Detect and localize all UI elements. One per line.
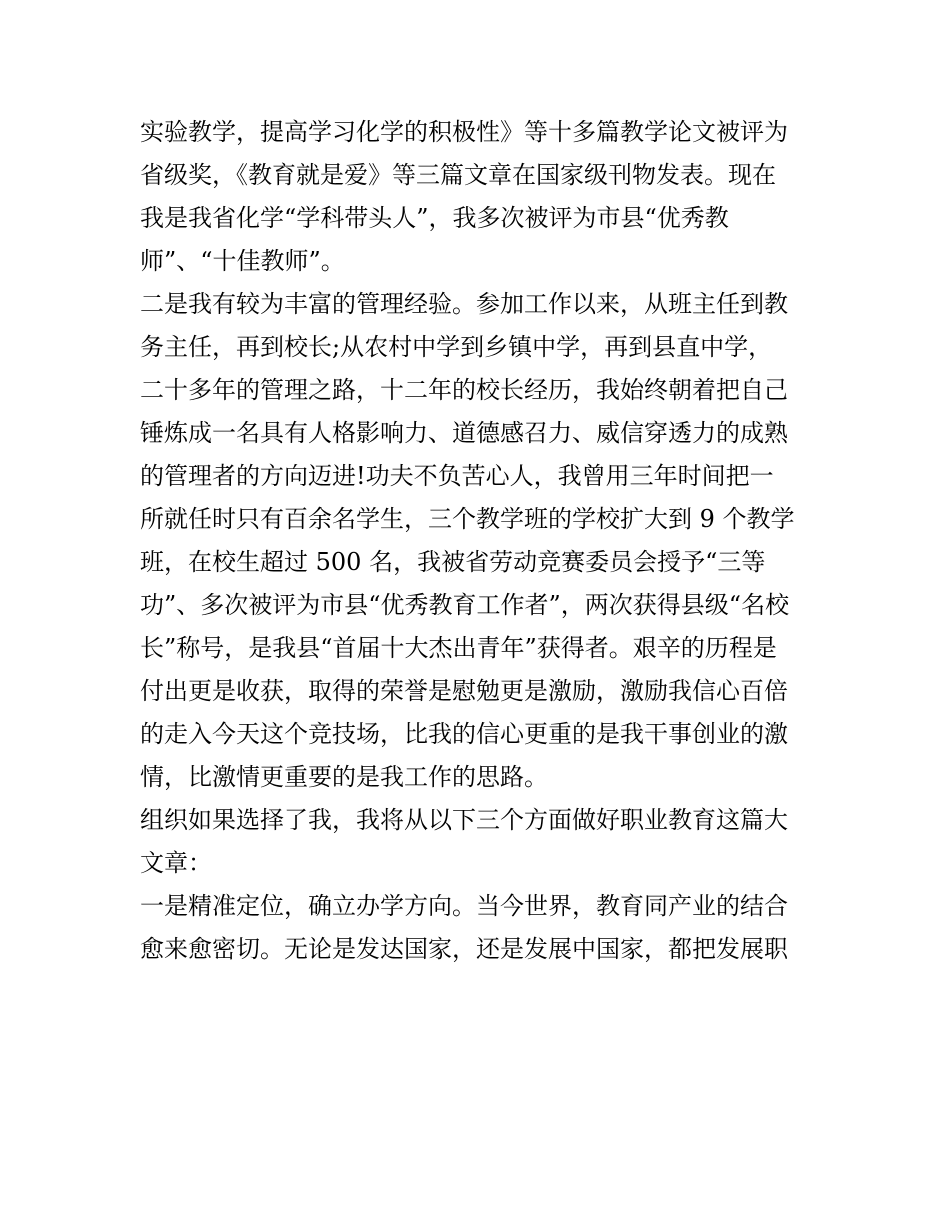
text-line: 功”、多次被评为市县“优秀教育工作者”，两次获得县级“名校: [140, 591, 790, 619]
text-line: 组织如果选择了我，我将从以下三个方面做好职业教育这篇大: [140, 806, 788, 834]
text-line: 二十多年的管理之路，十二年的校长经历，我始终朝着把自己: [140, 376, 788, 404]
text-line: 师”、“十佳教师”。: [140, 247, 345, 275]
text-line: 锤炼成一名具有人格影响力、道德感召力、威信穿透力的成熟: [140, 419, 788, 447]
text-line: 省级奖，《教育就是爱》等三篇文章在国家级刊物发表。现在: [140, 161, 776, 189]
text-line: 文章：: [140, 849, 212, 877]
text-line: 愈来愈密切。无论是发达国家，还是发展中国家，都把发展职: [140, 935, 788, 963]
text-line: 长”称号，是我县“首届十大杰出青年”获得者。艰辛的历程是: [140, 634, 777, 662]
text-line: 情，比激情更重要的是我工作的思路。: [140, 763, 548, 791]
text-line: 二是我有较为丰富的管理经验。参加工作以来，从班主任到教: [140, 290, 788, 318]
text-line: 一是精准定位，确立办学方向。当今世界，教育同产业的结合: [140, 892, 788, 920]
text-line: 的管理者的方向迈进!功夫不负苦心人，我曾用三年时间把一: [140, 462, 774, 490]
text-line: 付出更是收获，取得的荣誉是慰勉更是激励，激励我信心百倍: [140, 677, 788, 705]
document-body: [140, 111, 830, 971]
text-line: 实验教学，提高学习化学的积极性》等十多篇教学论文被评为: [140, 118, 788, 146]
text-line: 我是我省化学“学科带头人”，我多次被评为市县“优秀教: [140, 204, 729, 232]
text-line: 务主任，再到校长;从农村中学到乡镇中学，再到县直中学，: [140, 333, 773, 361]
text-line: 的走入今天这个竞技场，比我的信心更重的是我干事创业的激: [140, 720, 788, 748]
text-line: 班，在校生超过 500 名，我被省劳动竞赛委员会授予“三等: [140, 548, 766, 576]
text-line: 所就任时只有百余名学生，三个教学班的学校扩大到 9 个教学: [140, 505, 795, 533]
